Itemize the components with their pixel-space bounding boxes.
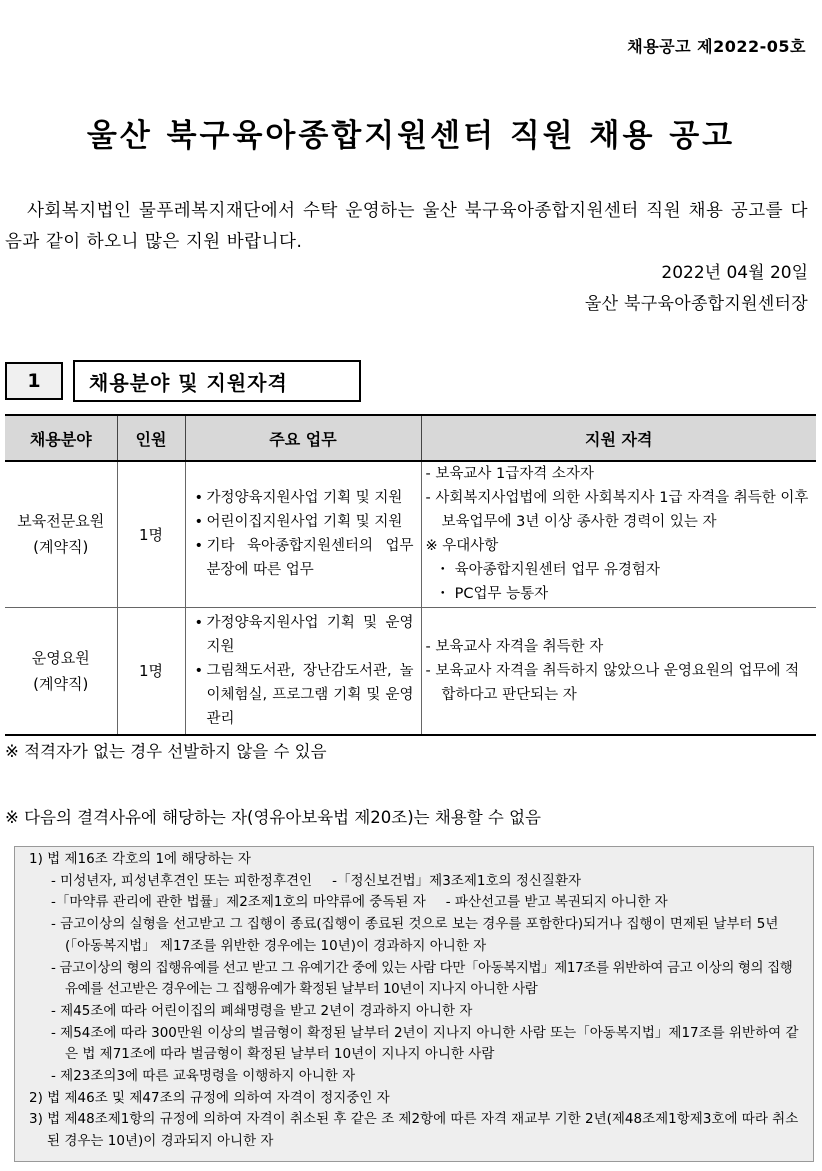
disqualification-subitem: - 금고이상의 형의 집행유예를 선고 받고 그 유예기간 중에 있는 사람 다만「아동복지법」제17조를 위반하여 금고 이상의 형의 집행유예를 선고받은 경우에는 그 집행유예가 확정된 날부터 10년이 지나지 아니한 사람 <box>51 959 793 998</box>
table-row <box>5 461 816 607</box>
employment-type: (계약직) <box>33 674 89 693</box>
disqualification-subitem: - 미성년자, 피성년후견인 또는 피한정후견인 <box>51 872 313 889</box>
notice-date: 2022년 04월 20일 <box>661 263 808 283</box>
disqualification-note: ※ 다음의 결격사유에 해당하는 자(영유아보육법 제20조)는 채용할 수 없음 <box>5 808 541 827</box>
field-cell <box>5 461 117 607</box>
disqualification-subrow <box>29 871 803 893</box>
preference-title: ※ 우대사항 <box>425 538 499 555</box>
qualifications-cell <box>421 607 816 735</box>
disqualification-subitem: - 제23조의3에 따른 교육명령을 이행하지 아니한 자 <box>51 1068 356 1085</box>
count-cell: 1명 <box>117 461 185 607</box>
header-field: 채용분야 <box>5 415 117 461</box>
disqualification-item: 2) 법 제46조 및 제47조의 규정에 의하여 자격이 정지중인 자 <box>29 1089 390 1106</box>
field-name: 운영요원 <box>31 648 90 667</box>
duty-item: • 그림책도서관, 장난감도서관, 놀이체험실, 프로그램 기획 및 운영 관리 <box>193 659 414 731</box>
field-cell <box>5 607 117 735</box>
qualification-item: - 보육교사 1급자격 소자자 <box>425 466 594 483</box>
count-cell: 1명 <box>117 607 185 735</box>
intro-paragraph: 사회복지법인 물푸레복지재단에서 수탁 운영하는 울산 북구육아종합지원센터 직원 채용 공고를 다음과 같이 하오니 많은 지원 바랍니다. <box>5 201 808 252</box>
qualification-item: - 보육교사 자격을 취득하지 않았으나 운영요원의 업무에 적합하다고 판단되는 자 <box>425 662 800 703</box>
duty-item: • 가정양육지원사업 기획 및 운영지원 <box>193 611 414 659</box>
preference-item: ・ PC업무 능통자 <box>435 586 549 603</box>
qualifications-cell <box>421 461 816 607</box>
qualification-item: - 사회복지사업법에 의한 사회복지사 1급 자격을 취득한 이후 보육업무에 3년 이상 종사한 경력이 있는 자 <box>425 490 809 531</box>
duty-item: • 기타 육아종합지원센터의 업무 분장에 따른 업무 <box>193 534 414 582</box>
duties-cell <box>185 461 421 607</box>
disqualification-subrow <box>29 892 803 914</box>
page-title: 울산 북구육아종합지원센터 직원 채용 공고 <box>86 118 736 154</box>
disqualification-subitem: - 금고이상의 실형을 선고받고 그 집행이 종료(집행이 종료된 것으로 보는 경우를 포함한다)되거나 집행이 면제된 날부터 5년(「아동복지법」 제17조를 위반한 경우에는 10년)이 경과하지 아니한 자 <box>51 916 779 954</box>
table-row <box>5 607 816 735</box>
header-duties: 주요 업무 <box>185 415 421 461</box>
disqualification-box <box>14 846 814 1162</box>
disqualification-subitem: -「마약류 관리에 관한 법률」제2조제1호의 마약류에 중독된 자 <box>51 894 426 911</box>
disqualification-subitem: -「정신보건법」제3조제1호의 정신질환자 <box>332 872 582 889</box>
duties-cell <box>185 607 421 735</box>
section-number: 1 <box>5 362 63 400</box>
recruitment-table <box>5 414 816 736</box>
header-qualifications: 지원 자격 <box>421 415 816 461</box>
disqualification-subitem: - 파산선고를 받고 복권되지 아니한 자 <box>445 894 668 911</box>
header-count: 인원 <box>117 415 185 461</box>
duty-item: • 가정양육지원사업 기획 및 지원 <box>193 486 414 510</box>
disqualification-item: 3) 법 제48조제1항의 규정에 의하여 자격이 취소된 후 같은 조 제2항에 따른 자격 재교부 기한 2년(제48조제1항제3호에 따라 취소된 경우는 10년)이 경과되지 아니한 자 <box>29 1111 799 1150</box>
preference-item: ・ 육아종합지원센터 업무 유경험자 <box>435 562 660 579</box>
table-header-row <box>5 415 816 461</box>
duty-item: • 어린이집지원사업 기획 및 지원 <box>193 510 414 534</box>
disqualification-subitem: - 제54조에 따라 300만원 이상의 벌금형이 확정된 날부터 2년이 지나지 아니한 사람 또는「아동복지법」제17조를 위반하여 같은 법 제71조에 따라 벌금형이 확정된 날부터 10년이 지나지 아니한 사람 <box>51 1024 799 1063</box>
field-name: 보육전문요원 <box>17 512 105 531</box>
no-qualified-note: ※ 적격자가 없는 경우 선발하지 않을 수 있음 <box>5 742 327 761</box>
notice-number: 채용공고 제2022-05호 <box>627 37 806 56</box>
qualification-item: - 보육교사 자격을 취득한 자 <box>425 638 604 655</box>
disqualification-item: 1) 법 제16조 각호의 1에 해당하는 자 <box>29 851 251 867</box>
employment-type: (계약직) <box>33 538 89 557</box>
disqualification-subitem: - 제45조에 따라 어린이집의 폐쇄명령을 받고 2년이 경과하지 아니한 자 <box>51 1002 473 1019</box>
section-title: 채용분야 및 지원자격 <box>73 360 361 402</box>
issuer-name: 울산 북구육아종합지원센터장 <box>584 294 808 314</box>
